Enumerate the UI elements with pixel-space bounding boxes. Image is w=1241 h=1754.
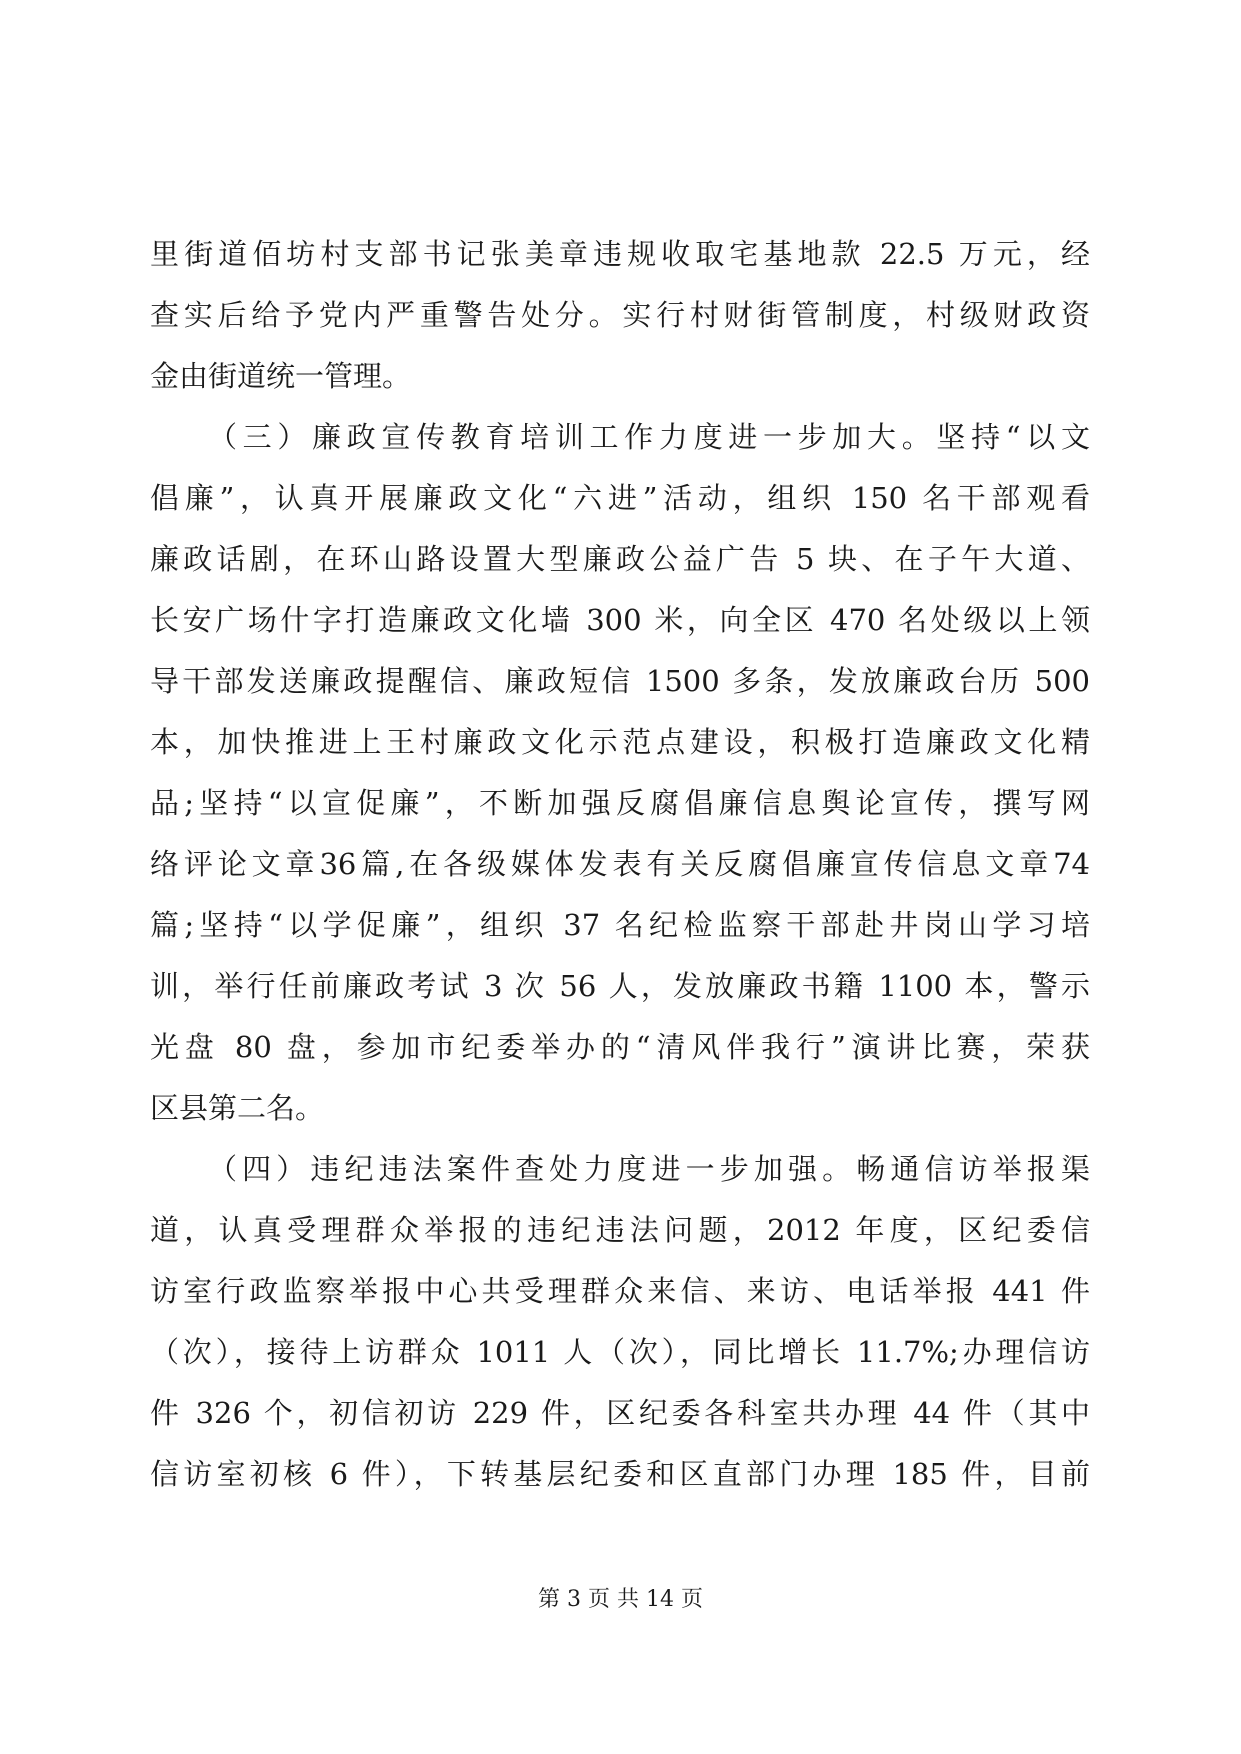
- text-line: 倡廉”，认真开展廉政文化“六进”活动，组织 150 名干部观看: [150, 481, 1090, 515]
- text-line: 查实后给予党内严重警告处分。实行村财街管制度，村级财政资: [150, 298, 1090, 332]
- text-line: 访室行政监察举报中心共受理群众来信、来访、电话举报 441 件: [150, 1274, 1090, 1308]
- text-line: 区县第二名。: [150, 1091, 325, 1125]
- text-line: 本，加快推进上王村廉政文化示范点建设，积极打造廉政文化精: [150, 725, 1090, 759]
- body-text: [150, 224, 1090, 1505]
- text-line: 导干部发送廉政提醒信、廉政短信 1500 多条，发放廉政台历 500: [150, 664, 1090, 698]
- text-line: 信访室初核 6 件），下转基层纪委和区直部门办理 185 件，目前: [150, 1457, 1090, 1491]
- text-line: 金由街道统一管理。: [150, 359, 412, 393]
- page-footer: [0, 1585, 1241, 1615]
- text-line: 长安广场什字打造廉政文化墙 300 米，向全区 470 名处级以上领: [150, 603, 1090, 637]
- text-line: （四）违纪违法案件查处力度进一步加强。畅通信访举报渠: [208, 1152, 1090, 1186]
- text-line: （次），接待上访群众 1011 人（次），同比增长 11.7%;办理信访: [150, 1335, 1090, 1369]
- text-line: 训，举行任前廉政考试 3 次 56 人，发放廉政书籍 1100 本，警示: [150, 969, 1090, 1003]
- text-line: 光盘 80 盘，参加市纪委举办的“清风伴我行”演讲比赛，荣获: [150, 1030, 1090, 1064]
- text-line: 品;坚持“以宣促廉”，不断加强反腐倡廉信息舆论宣传，撰写网: [150, 786, 1090, 820]
- text-line: 件 326 个，初信初访 229 件，区纪委各科室共办理 44 件（其中: [150, 1396, 1090, 1430]
- text-line: 里街道佰坊村支部书记张美章违规收取宅基地款 22.5 万元，经: [150, 237, 1090, 271]
- page-indicator: 第 3 页 共 14 页: [538, 1587, 703, 1612]
- text-line: 络评论文章36篇,在各级媒体发表有关反腐倡廉宣传信息文章74: [150, 847, 1090, 881]
- text-line: （三）廉政宣传教育培训工作力度进一步加大。坚持“以文: [208, 420, 1090, 454]
- text-line: 篇;坚持“以学促廉”，组织 37 名纪检监察干部赴井岗山学习培: [150, 908, 1090, 942]
- text-line: 道，认真受理群众举报的违纪违法问题，2012 年度，区纪委信: [150, 1213, 1090, 1247]
- text-line: 廉政话剧，在环山路设置大型廉政公益广告 5 块、在子午大道、: [150, 542, 1090, 576]
